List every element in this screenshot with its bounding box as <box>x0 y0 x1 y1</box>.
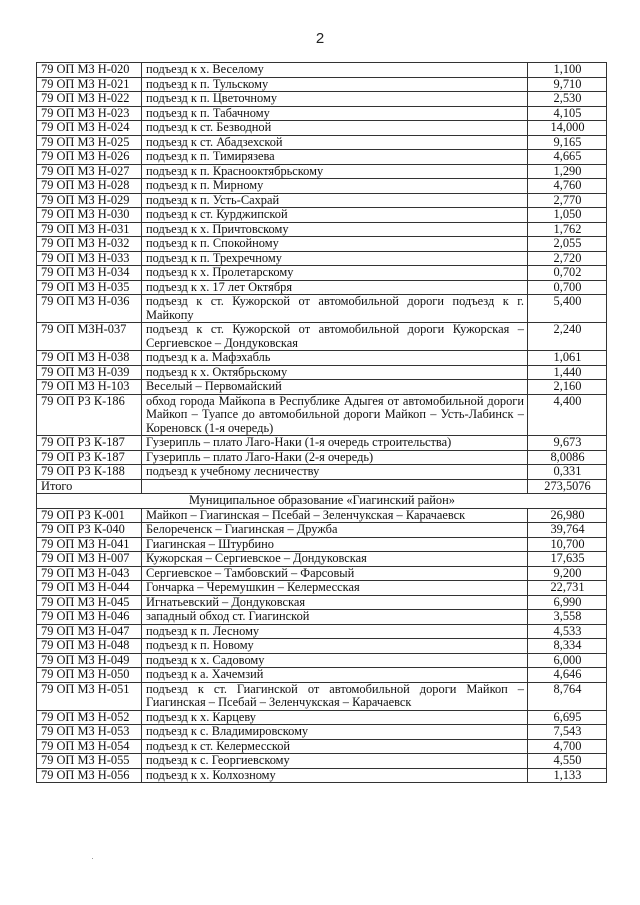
road-length: 26,980 <box>528 508 607 523</box>
road-code: 79 ОП МЗ Н-038 <box>37 351 142 366</box>
road-code: 79 ОП МЗ Н-056 <box>37 768 142 783</box>
table-row <box>37 351 607 366</box>
table-row <box>37 380 607 395</box>
road-name: подъезд к ст. Кужорской от автомобильной дороги подъезд к г. Майкопу <box>142 295 528 323</box>
table-row <box>37 106 607 121</box>
road-name: подъезд к с. Владимировскому <box>142 725 528 740</box>
road-name: Гузерипль – плато Лаго-Наки (1-я очередь строительства) <box>142 436 528 451</box>
roads-table-summary <box>37 479 607 508</box>
road-length: 2,160 <box>528 380 607 395</box>
table-row <box>37 566 607 581</box>
total-row <box>37 479 607 494</box>
road-code: 79 ОП МЗ Н-051 <box>37 682 142 710</box>
road-name: подъезд к с. Георгиевскому <box>142 754 528 769</box>
road-name: подъезд к п. Краснооктябрьскому <box>142 164 528 179</box>
road-length: 0,702 <box>528 266 607 281</box>
road-name: западный обход ст. Гиагинской <box>142 610 528 625</box>
road-code: 79 ОП МЗ Н-031 <box>37 222 142 237</box>
road-name: подъезд к а. Мафэхабль <box>142 351 528 366</box>
road-length: 1,050 <box>528 208 607 223</box>
table-row <box>37 739 607 754</box>
table-row <box>37 92 607 107</box>
road-name: подъезд к ст. Кужорской от автомобильной дороги Кужорская – Сергиевское – Дондуковская <box>142 323 528 351</box>
road-name: подъезд к х. 17 лет Октября <box>142 280 528 295</box>
road-length: 3,558 <box>528 610 607 625</box>
table-row <box>37 193 607 208</box>
road-name: обход города Майкопа в Республике Адыгея от автомобильной дороги Майкоп – Туапсе до автомобильной дороги Майкоп – Усть-Лабинск – Кореновск (1-я очередь) <box>142 394 528 436</box>
total-name <box>142 479 528 494</box>
road-length: 0,331 <box>528 465 607 480</box>
road-name: подъезд к п. Цветочному <box>142 92 528 107</box>
road-name: подъезд к п. Лесному <box>142 624 528 639</box>
road-name: подъезд к п. Тимирязева <box>142 150 528 165</box>
road-name: подъезд к х. Пролетарскому <box>142 266 528 281</box>
road-code: 79 ОП МЗ Н-035 <box>37 280 142 295</box>
road-code: 79 ОП МЗ Н-054 <box>37 739 142 754</box>
table-row <box>37 222 607 237</box>
road-length: 4,533 <box>528 624 607 639</box>
road-code: 79 ОП РЗ К-040 <box>37 523 142 538</box>
road-code: 79 ОП МЗ Н-026 <box>37 150 142 165</box>
table-row <box>37 280 607 295</box>
road-length: 7,543 <box>528 725 607 740</box>
road-length: 14,000 <box>528 121 607 136</box>
road-length: 8,334 <box>528 639 607 654</box>
table-row <box>37 552 607 567</box>
road-code: 79 ОП МЗ Н-024 <box>37 121 142 136</box>
section-title: Муниципальное образование «Гиагинский район» <box>37 494 607 509</box>
road-name: подъезд к п. Новому <box>142 639 528 654</box>
road-length: 39,764 <box>528 523 607 538</box>
road-code: 79 ОП МЗ Н-022 <box>37 92 142 107</box>
road-code: 79 ОП МЗ Н-034 <box>37 266 142 281</box>
road-length: 2,770 <box>528 193 607 208</box>
page-number: 2 <box>315 30 325 47</box>
road-name: Кужорская – Сергиевское – Дондуковская <box>142 552 528 567</box>
table-row <box>37 394 607 436</box>
table-row <box>37 508 607 523</box>
road-name: подъезд к учебному лесничеству <box>142 465 528 480</box>
road-code: 79 ОП РЗ К-187 <box>37 450 142 465</box>
table-row <box>37 135 607 150</box>
road-name: подъезд к х. Причтовскому <box>142 222 528 237</box>
road-length: 17,635 <box>528 552 607 567</box>
total-length: 273,5076 <box>528 479 607 494</box>
table-row <box>37 710 607 725</box>
road-length: 4,105 <box>528 106 607 121</box>
road-code: 79 ОП МЗН-037 <box>37 323 142 351</box>
road-name: подъезд к х. Колхозному <box>142 768 528 783</box>
road-length: 1,762 <box>528 222 607 237</box>
road-name: подъезд к п. Табачному <box>142 106 528 121</box>
table-row <box>37 754 607 769</box>
road-code: 79 ОП МЗ Н-030 <box>37 208 142 223</box>
road-length: 1,061 <box>528 351 607 366</box>
table-row <box>37 581 607 596</box>
table-row <box>37 639 607 654</box>
road-name: Сергиевское – Тамбовский – Фарсовый <box>142 566 528 581</box>
road-name: подъезд к х. Садовому <box>142 653 528 668</box>
table-row <box>37 365 607 380</box>
road-length: 4,550 <box>528 754 607 769</box>
road-code: 79 ОП МЗ Н-007 <box>37 552 142 567</box>
table-row <box>37 164 607 179</box>
road-length: 0,700 <box>528 280 607 295</box>
table-row <box>37 436 607 451</box>
table-row <box>37 251 607 266</box>
road-length: 4,646 <box>528 668 607 683</box>
road-code: 79 ОП МЗ Н-047 <box>37 624 142 639</box>
table-row <box>37 653 607 668</box>
road-code: 79 ОП МЗ Н-028 <box>37 179 142 194</box>
table-row <box>37 624 607 639</box>
table-row <box>37 610 607 625</box>
road-length: 1,133 <box>528 768 607 783</box>
road-name: подъезд к п. Усть-Сахрай <box>142 193 528 208</box>
road-name: подъезд к п. Спокойному <box>142 237 528 252</box>
road-length: 4,400 <box>528 394 607 436</box>
road-name: подъезд к п. Мирному <box>142 179 528 194</box>
road-code: 79 ОП МЗ Н-036 <box>37 295 142 323</box>
road-length: 5,400 <box>528 295 607 323</box>
road-code: 79 ОП МЗ Н-048 <box>37 639 142 654</box>
road-length: 1,440 <box>528 365 607 380</box>
road-name: Веселый – Первомайский <box>142 380 528 395</box>
scan-artifact <box>92 858 93 859</box>
road-length: 6,695 <box>528 710 607 725</box>
road-code: 79 ОП МЗ Н-023 <box>37 106 142 121</box>
road-code: 79 ОП МЗ Н-021 <box>37 77 142 92</box>
road-length: 6,990 <box>528 595 607 610</box>
table-row <box>37 179 607 194</box>
road-length: 9,673 <box>528 436 607 451</box>
total-label: Итого <box>37 479 142 494</box>
road-length: 9,165 <box>528 135 607 150</box>
road-code: 79 ОП МЗ Н-033 <box>37 251 142 266</box>
roads-table-part2 <box>37 508 607 783</box>
road-length: 1,290 <box>528 164 607 179</box>
road-code: 79 ОП МЗ Н-020 <box>37 63 142 78</box>
table-row <box>37 295 607 323</box>
road-length: 8,0086 <box>528 450 607 465</box>
road-length: 6,000 <box>528 653 607 668</box>
road-length: 22,731 <box>528 581 607 596</box>
roads-table <box>36 62 607 783</box>
road-code: 79 ОП МЗ Н-039 <box>37 365 142 380</box>
road-code: 79 ОП МЗ Н-027 <box>37 164 142 179</box>
table-row <box>37 768 607 783</box>
road-code: 79 ОП МЗ Н-103 <box>37 380 142 395</box>
road-code: 79 ОП МЗ Н-052 <box>37 710 142 725</box>
road-code: 79 ОП РЗ К-188 <box>37 465 142 480</box>
road-code: 79 ОП МЗ Н-025 <box>37 135 142 150</box>
table-row <box>37 595 607 610</box>
road-length: 2,055 <box>528 237 607 252</box>
road-code: 79 ОП МЗ Н-032 <box>37 237 142 252</box>
road-code: 79 ОП МЗ Н-029 <box>37 193 142 208</box>
road-length: 4,760 <box>528 179 607 194</box>
roads-table-part1 <box>37 63 607 480</box>
road-length: 9,200 <box>528 566 607 581</box>
road-code: 79 ОП МЗ Н-043 <box>37 566 142 581</box>
table-row <box>37 323 607 351</box>
table-row <box>37 465 607 480</box>
table-row <box>37 208 607 223</box>
table-row <box>37 725 607 740</box>
road-name: подъезд к ст. Курджипской <box>142 208 528 223</box>
road-name: подъезд к ст. Безводной <box>142 121 528 136</box>
table-row <box>37 237 607 252</box>
road-code: 79 ОП МЗ Н-046 <box>37 610 142 625</box>
road-code: 79 ОП МЗ Н-045 <box>37 595 142 610</box>
road-length: 2,720 <box>528 251 607 266</box>
road-code: 79 ОП МЗ Н-050 <box>37 668 142 683</box>
road-length: 4,665 <box>528 150 607 165</box>
road-code: 79 ОП МЗ Н-053 <box>37 725 142 740</box>
table-row <box>37 266 607 281</box>
road-length: 9,710 <box>528 77 607 92</box>
road-name: Гузерипль – плато Лаго-Наки (2-я очередь) <box>142 450 528 465</box>
road-name: подъезд к п. Трехречному <box>142 251 528 266</box>
road-name: Гончарка – Черемушкин – Келермесская <box>142 581 528 596</box>
road-code: 79 ОП МЗ Н-049 <box>37 653 142 668</box>
section-row <box>37 494 607 509</box>
road-name: Игнатьевский – Дондуковская <box>142 595 528 610</box>
road-name: подъезд к ст. Гиагинской от автомобильной дороги Майкоп – Гиагинская – Псебай – Зеленчукская – Карачаевск <box>142 682 528 710</box>
road-name: Майкоп – Гиагинская – Псебай – Зеленчукская – Карачаевск <box>142 508 528 523</box>
table-row <box>37 668 607 683</box>
table-row <box>37 682 607 710</box>
table-row <box>37 537 607 552</box>
road-length: 2,530 <box>528 92 607 107</box>
road-code: 79 ОП МЗ Н-055 <box>37 754 142 769</box>
table-row <box>37 77 607 92</box>
road-code: 79 ОП МЗ Н-041 <box>37 537 142 552</box>
road-name: подъезд к ст. Абадзехской <box>142 135 528 150</box>
road-length: 2,240 <box>528 323 607 351</box>
road-length: 8,764 <box>528 682 607 710</box>
road-code: 79 ОП РЗ К-001 <box>37 508 142 523</box>
road-length: 10,700 <box>528 537 607 552</box>
road-name: подъезд к ст. Келермесской <box>142 739 528 754</box>
table-row <box>37 150 607 165</box>
table-row <box>37 121 607 136</box>
road-length: 1,100 <box>528 63 607 78</box>
table-row <box>37 523 607 538</box>
road-name: подъезд к а. Хачемзий <box>142 668 528 683</box>
table-row <box>37 63 607 78</box>
road-code: 79 ОП РЗ К-187 <box>37 436 142 451</box>
road-length: 4,700 <box>528 739 607 754</box>
road-code: 79 ОП МЗ Н-044 <box>37 581 142 596</box>
road-name: подъезд к х. Октябрьскому <box>142 365 528 380</box>
road-name: подъезд к п. Тульскому <box>142 77 528 92</box>
table-row <box>37 450 607 465</box>
road-name: подъезд к х. Карцеву <box>142 710 528 725</box>
road-code: 79 ОП РЗ К-186 <box>37 394 142 436</box>
road-name: Белореченск – Гиагинская – Дружба <box>142 523 528 538</box>
road-name: подъезд к х. Веселому <box>142 63 528 78</box>
road-name: Гиагинская – Штурбино <box>142 537 528 552</box>
